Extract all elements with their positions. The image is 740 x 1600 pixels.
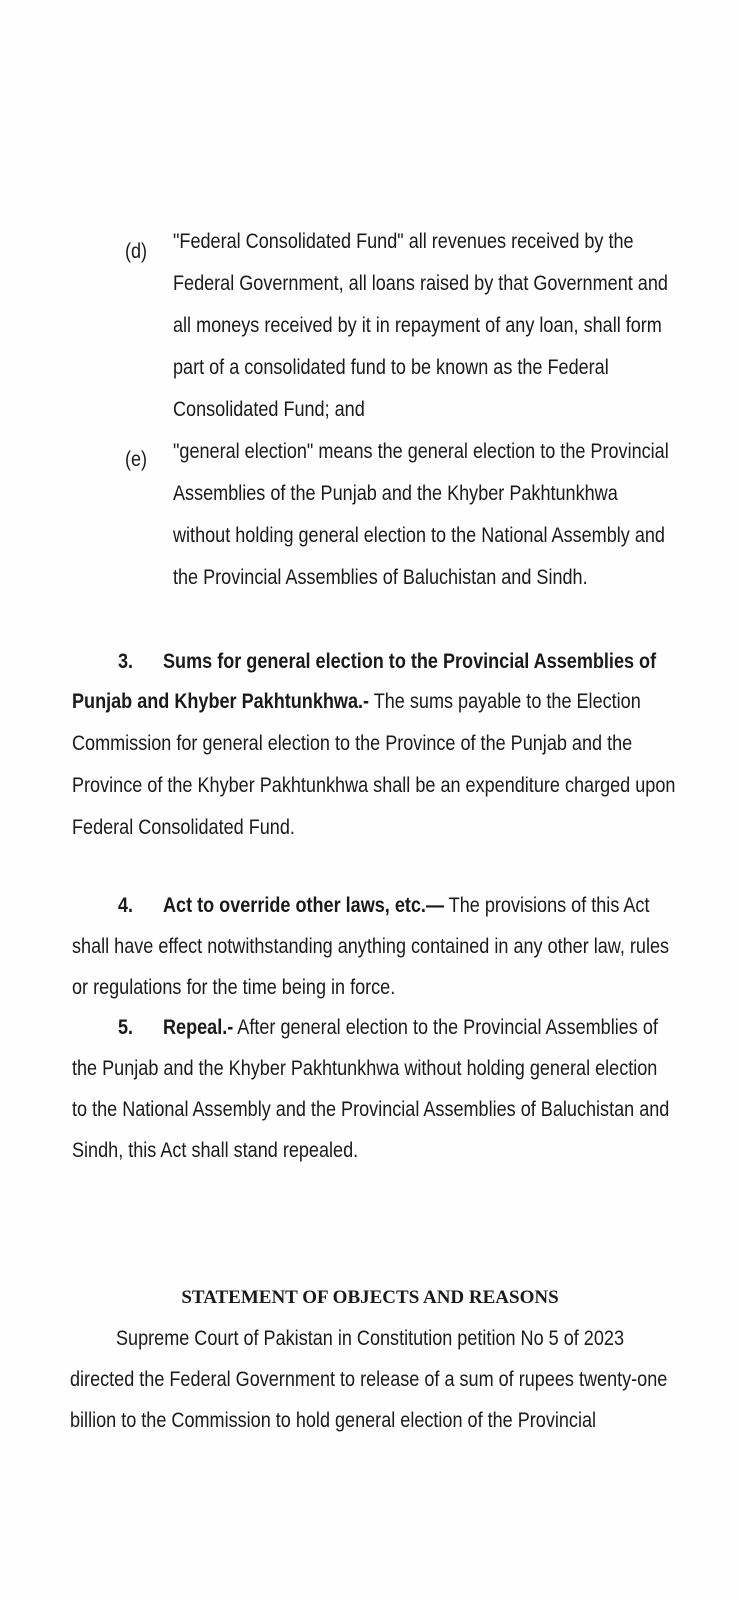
section-4-number: 4. — [118, 894, 134, 917]
clause-e-line-3: without holding general election to the National Assembly and — [173, 524, 665, 547]
clause-marker-d: (d) — [125, 240, 148, 263]
statement-line-3: billion to the Commission to hold general election of the Provincial — [70, 1409, 597, 1432]
section-3-line-2 — [72, 690, 641, 714]
section-4-line-2: shall have effect notwithstanding anything contained in any other law, rules — [72, 935, 670, 958]
clause-marker-e: (e) — [125, 448, 148, 471]
section-3-line-5: Federal Consolidated Fund. — [72, 816, 295, 839]
section-3-number: 3. — [118, 650, 134, 673]
section-5-line-3: to the National Assembly and the Provincial Assemblies of Baluchistan and — [72, 1098, 670, 1121]
section-5-line-1 — [163, 1016, 658, 1040]
section-3-line-4: Province of the Khyber Pakhtunkhwa shall be an expenditure charged upon — [72, 774, 676, 797]
statement-line-2: directed the Federal Government to release of a sum of rupees twenty-one — [70, 1368, 668, 1391]
section-5-line-2: the Punjab and the Khyber Pakhtunkhwa without holding general election — [72, 1057, 658, 1080]
statement-heading: STATEMENT OF OBJECTS AND REASONS — [181, 1287, 559, 1308]
section-5-number: 5. — [118, 1016, 134, 1039]
section-5-title: Repeal.- — [163, 1016, 234, 1039]
section-5-line-4: Sindh, this Act shall stand repealed. — [72, 1139, 359, 1162]
clause-d-line-1: "Federal Consolidated Fund" all revenues received by the — [173, 230, 634, 253]
section-3-title: Sums for general election to the Provincial Assemblies of — [163, 650, 657, 673]
clause-d-line-2: Federal Government, all loans raised by that Government and — [173, 272, 668, 295]
section-3-title-cont: Punjab and Khyber Pakhtunkhwa.- — [72, 690, 370, 713]
section-4-line-1 — [163, 894, 649, 918]
clause-e-line-1: "general election" means the general election to the Provincial — [173, 440, 669, 463]
section-4-line-1-text: The provisions of this Act — [444, 894, 650, 917]
clause-e-line-4: the Provincial Assemblies of Baluchistan and Sindh. — [173, 566, 588, 589]
section-3-line-3: Commission for general election to the Province of the Punjab and the — [72, 732, 633, 755]
clause-d-line-4: part of a consolidated fund to be known as the Federal — [173, 356, 609, 379]
section-4-title: Act to override other laws, etc.— — [163, 894, 445, 917]
statement-line-1: Supreme Court of Pakistan in Constitution petition No 5 of 2023 — [116, 1327, 624, 1350]
clause-e-line-2: Assemblies of the Punjab and the Khyber Pakhtunkhwa — [173, 482, 618, 505]
clause-d-line-5: Consolidated Fund; and — [173, 398, 365, 421]
section-5-line-1-text: After general election to the Provincial Assemblies of — [233, 1016, 658, 1039]
section-4-line-3: or regulations for the time being in force. — [72, 976, 396, 999]
clause-d-line-3: all moneys received by it in repayment of any loan, shall form — [173, 314, 662, 337]
section-3-line-2-text: The sums payable to the Election — [369, 690, 641, 713]
